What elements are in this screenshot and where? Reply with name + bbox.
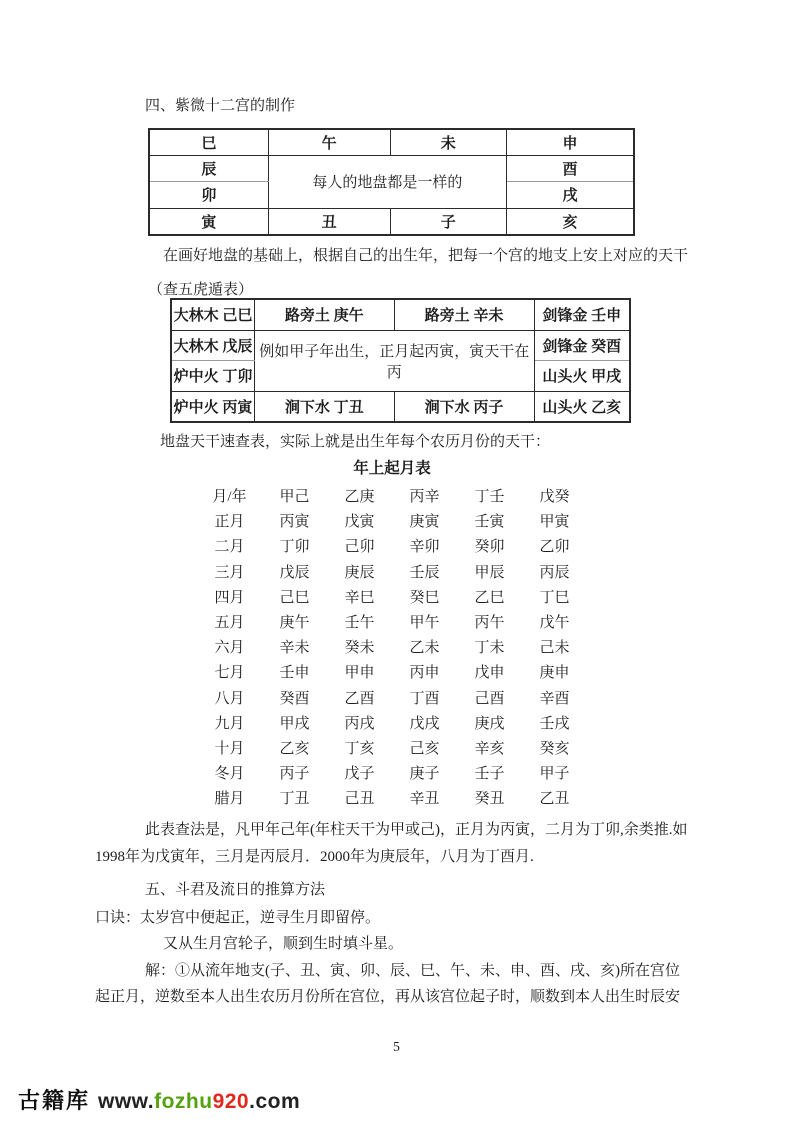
month-table-cell: 己丑 [344, 791, 375, 808]
month-table-cell: 戊申 [474, 665, 505, 682]
month-table-cell: 辛卯 [409, 539, 440, 556]
month-table-cell: 己酉 [474, 690, 505, 707]
month-table-cell: 癸卯 [474, 539, 505, 556]
jie-line-2: 起正月，逆数至本人出生农历月份所在宫位，再从该宫位起子时，顺数到本人出生时辰安 [95, 989, 681, 1005]
month-table-cell: 甲辰 [474, 564, 505, 581]
month-table-cell: 戊午 [539, 615, 570, 632]
paragraph-1-line-1: 在画好地盘的基础上，根据自己的出生年，把每一个宫的地支上安上对应的天干 [163, 248, 689, 264]
month-table-row [197, 685, 587, 710]
month-table-cell: 癸亥 [539, 740, 570, 757]
month-table-title: 年上起月表 [353, 460, 431, 477]
stem-cell: 路旁土 辛未 [394, 299, 534, 330]
month-table-header: 丙辛 [409, 489, 440, 506]
month-table-row [197, 735, 587, 760]
month-table-cell: 冬月 [214, 766, 245, 783]
month-table-cell: 乙未 [409, 640, 440, 657]
stem-table-row [171, 299, 630, 330]
stem-cell: 山头火 甲戌 [534, 361, 630, 392]
month-table-cell: 三月 [214, 564, 245, 581]
section-5-heading: 五、斗君及流日的推算方法 [145, 882, 326, 898]
month-table-cell: 五月 [214, 615, 245, 632]
month-table-cell: 丙申 [409, 665, 440, 682]
month-table-cell: 辛丑 [409, 791, 440, 808]
month-table-header: 戊癸 [539, 489, 570, 506]
branch-cell: 巳 [149, 129, 268, 156]
month-table-cell: 辛巳 [344, 589, 375, 606]
month-table-cell: 二月 [214, 539, 245, 556]
month-table-cell: 丁亥 [344, 740, 375, 757]
month-table-cell: 壬戌 [539, 715, 570, 732]
month-table-row [197, 533, 587, 558]
month-table-cell: 己卯 [344, 539, 375, 556]
month-table-cell: 庚申 [539, 665, 570, 682]
month-table-cell: 壬寅 [474, 514, 505, 531]
koujue-line-1: 口诀：太岁宫中便起正，逆寻生月即留停。 [95, 910, 381, 926]
month-table [197, 483, 587, 810]
month-table-cell: 甲子 [539, 766, 570, 783]
month-table-cell: 癸巳 [409, 589, 440, 606]
month-table-cell: 乙丑 [539, 791, 570, 808]
month-table-header: 甲己 [279, 489, 310, 506]
footer-url-tld: .com [249, 1090, 301, 1113]
stem-cell: 涧下水 丙子 [394, 391, 534, 422]
stem-cell: 山头火 乙亥 [534, 391, 630, 422]
stem-cell: 路旁土 庚午 [255, 299, 395, 330]
stem-cell: 剑锋金 壬申 [534, 299, 630, 330]
month-table-cell: 丙辰 [539, 564, 570, 581]
month-table-cell: 壬午 [344, 615, 375, 632]
branch-cell: 未 [390, 129, 506, 156]
stem-table-row [171, 391, 630, 422]
stem-cell: 大林木 戊辰 [171, 330, 255, 361]
month-table-cell: 庚戌 [474, 715, 505, 732]
month-table-cell: 十月 [214, 740, 245, 757]
paragraph-1-line-2: （查五虎遁表） [148, 282, 254, 298]
footer-watermark [18, 1084, 300, 1115]
month-table-row [197, 508, 587, 533]
month-table-cell: 己亥 [409, 740, 440, 757]
jie-line-1: 解：①从流年地支(子、丑、寅、卯、辰、巳、午、未、申、酉、戌、亥)所在宫位 [145, 963, 680, 979]
month-table-row [197, 634, 587, 659]
month-table-row [197, 785, 587, 810]
month-table-cell: 癸未 [344, 640, 375, 657]
month-table-cell: 甲寅 [539, 514, 570, 531]
month-table-cell: 庚寅 [409, 514, 440, 531]
month-table-header: 月/年 [212, 489, 247, 506]
koujue-line-2: 又从生月宫轮子，顺到生时填斗星。 [163, 936, 404, 952]
month-table-cell: 丙子 [279, 766, 310, 783]
branch-cell: 戌 [506, 182, 634, 208]
month-table-cell: 癸酉 [279, 690, 310, 707]
footer-site-name: 古籍库 [18, 1088, 91, 1113]
month-table-row [197, 609, 587, 634]
month-table-cell: 戊辰 [279, 564, 310, 581]
month-table-cell: 辛亥 [474, 740, 505, 757]
month-table-cell: 戊子 [344, 766, 375, 783]
stem-cell: 炉中火 丁卯 [171, 361, 255, 392]
month-table-cell: 己巳 [279, 589, 310, 606]
month-table-cell: 丙戌 [344, 715, 375, 732]
paragraph-3-line-2: 1998年为戊寅年，三月是丙辰月．2000年为庚辰年，八月为丁酉月. [95, 849, 534, 865]
month-table-cell: 壬子 [474, 766, 505, 783]
month-table-row [197, 659, 587, 684]
branch-table [148, 128, 635, 236]
month-table-cell: 庚午 [279, 615, 310, 632]
month-table-row [197, 584, 587, 609]
month-table-cell: 乙巳 [474, 589, 505, 606]
month-table-cell: 四月 [214, 589, 245, 606]
month-table-cell: 乙亥 [279, 740, 310, 757]
month-table-cell: 丁卯 [279, 539, 310, 556]
month-table-cell: 壬辰 [409, 564, 440, 581]
branch-cell: 午 [268, 129, 390, 156]
month-table-cell: 戊寅 [344, 514, 375, 531]
stem-table [170, 298, 631, 423]
month-table-row [197, 760, 587, 785]
month-table-cell: 乙卯 [539, 539, 570, 556]
section-4-heading: 四、紫微十二宫的制作 [145, 98, 296, 114]
branch-table-row [149, 208, 634, 235]
month-table-cell: 丙寅 [279, 514, 310, 531]
paragraph-3-line-1: 此表查法是，凡甲年己年(年柱天干为甲或己)，正月为丙寅，二月为丁卯,余类推.如 [145, 822, 688, 838]
month-table-cell: 己未 [539, 640, 570, 657]
month-table-row [197, 710, 587, 735]
month-table-cell: 癸丑 [474, 791, 505, 808]
month-table-cell: 辛未 [279, 640, 310, 657]
stem-cell: 炉中火 丙寅 [171, 391, 255, 422]
footer-url-www: www. [98, 1090, 155, 1113]
branch-cell: 酉 [506, 156, 634, 182]
month-table-cell: 庚辰 [344, 564, 375, 581]
paragraph-2: 地盘天干速查表，实际上就是出生年每个农历月份的天干： [160, 434, 551, 450]
month-table-cell: 八月 [214, 690, 245, 707]
branch-table-center-note: 每人的地盘都是一样的 [268, 156, 506, 208]
month-table-cell: 甲戌 [279, 715, 310, 732]
month-table-cell: 丁酉 [409, 690, 440, 707]
month-table-cell: 丁丑 [279, 791, 310, 808]
month-table-cell: 正月 [214, 514, 245, 531]
month-table-cell: 九月 [214, 715, 245, 732]
month-table-cell: 辛酉 [539, 690, 570, 707]
month-table-cell: 七月 [214, 665, 245, 682]
month-table-row [197, 559, 587, 584]
month-table-cell: 丁巳 [539, 589, 570, 606]
month-table-cell: 戊戌 [409, 715, 440, 732]
stem-cell: 剑锋金 癸酉 [534, 330, 630, 361]
footer-url-number: 920 [212, 1090, 250, 1113]
month-table-cell: 丁未 [474, 640, 505, 657]
stem-table-row [171, 330, 630, 361]
branch-cell: 子 [390, 208, 506, 235]
branch-cell: 亥 [506, 208, 634, 235]
month-table-cell: 甲申 [344, 665, 375, 682]
footer-url-domain: fozhu [154, 1090, 213, 1113]
branch-table-row [149, 156, 634, 182]
month-table-cell: 腊月 [214, 791, 245, 808]
branch-cell: 辰 [149, 156, 268, 182]
month-table-cell: 六月 [214, 640, 245, 657]
month-table-cell: 壬申 [279, 665, 310, 682]
branch-cell: 寅 [149, 208, 268, 235]
month-table-header: 丁壬 [474, 489, 505, 506]
stem-cell: 涧下水 丁丑 [255, 391, 395, 422]
month-table-cell: 乙酉 [344, 690, 375, 707]
month-table-cell: 丙午 [474, 615, 505, 632]
page-number: 5 [393, 1039, 400, 1054]
branch-table-row [149, 129, 634, 156]
branch-cell: 卯 [149, 182, 268, 208]
month-table-cell: 庚子 [409, 766, 440, 783]
branch-cell: 申 [506, 129, 634, 156]
month-table-cell: 甲午 [409, 615, 440, 632]
branch-cell: 丑 [268, 208, 390, 235]
month-table-header: 乙庚 [344, 489, 375, 506]
month-table-header-row [197, 483, 587, 508]
stem-table-center-note: 例如甲子年出生，正月起丙寅，寅天干在丙 [255, 330, 535, 391]
stem-cell: 大林木 己巳 [171, 299, 255, 330]
